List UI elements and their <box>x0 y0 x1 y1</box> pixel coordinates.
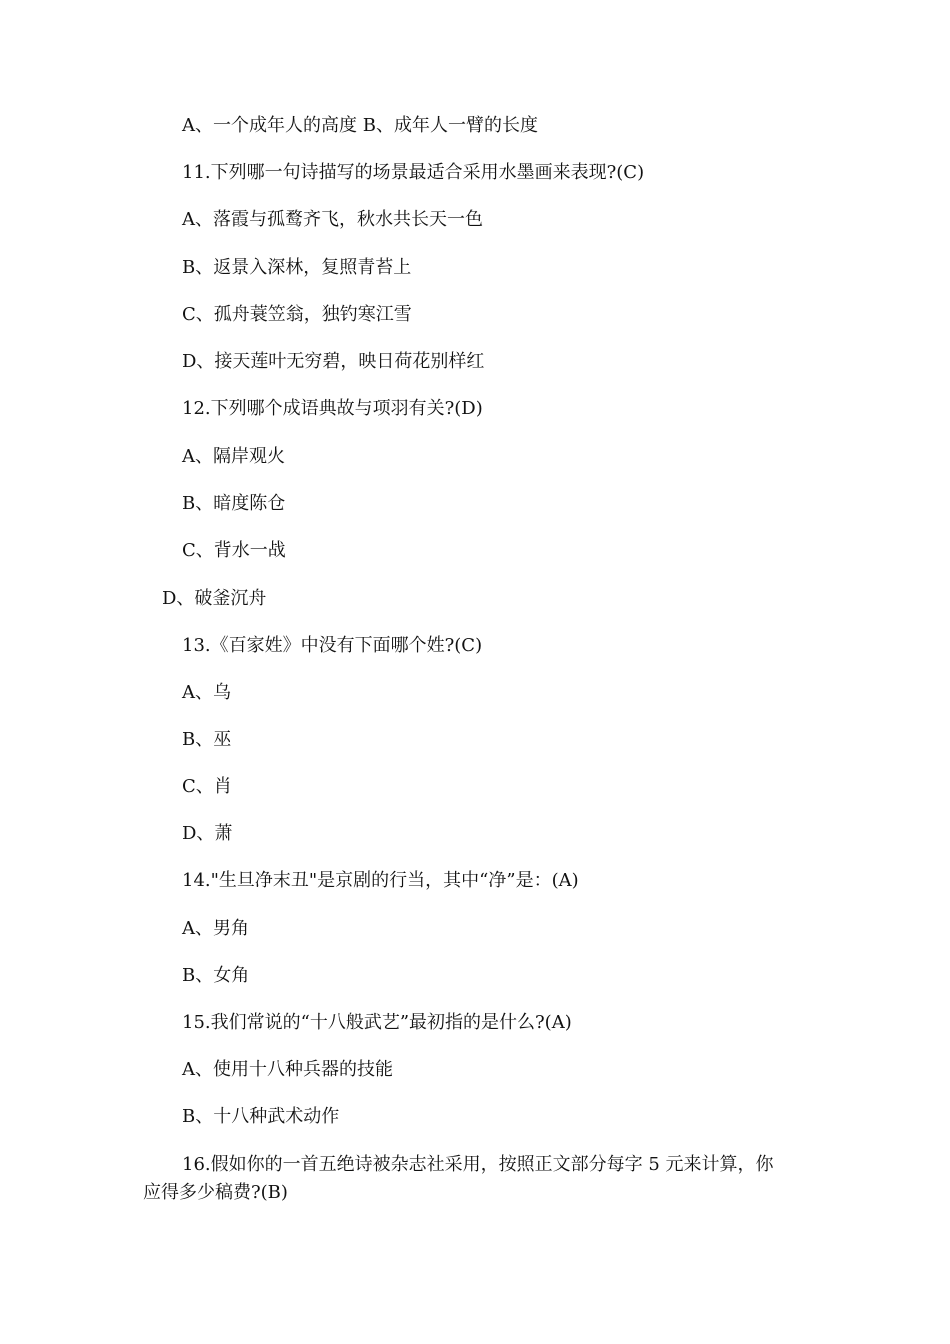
question-12-option-a: A、隔岸观火 <box>182 446 285 467</box>
question-11-option-b: B、返景入深林，复照青苔上 <box>182 257 412 278</box>
question-13-option-b: B、巫 <box>182 729 232 750</box>
question-16-continued: 应得多少稿费?(B) <box>143 1182 288 1203</box>
question-14-option-a: A、男角 <box>182 918 249 939</box>
question-13: 13.《百家姓》中没有下面哪个姓?(C) <box>182 635 483 656</box>
question-15-option-b: B、十八种武术动作 <box>182 1106 340 1127</box>
question-15-option-a: A、使用十八种兵器的技能 <box>182 1059 393 1080</box>
question-12: 12.下列哪个成语典故与项羽有关?(D) <box>182 398 483 419</box>
question-13-option-d: D、萧 <box>182 823 233 844</box>
question-15: 15.我们常说的“十八般武艺”最初指的是什么?(A) <box>182 1012 572 1033</box>
question-11-option-d: D、接天莲叶无穷碧，映日荷花别样红 <box>182 351 485 372</box>
question-16: 16.假如你的一首五绝诗被杂志社采用，按照正文部分每字 5 元来计算，你 <box>182 1154 774 1175</box>
question-13-option-c: C、肖 <box>182 776 232 797</box>
question-12-option-b: B、暗度陈仓 <box>182 493 286 514</box>
question-11-option-c: C、孤舟蓑笠翁，独钓寒江雪 <box>182 304 412 325</box>
question-11-option-a: A、落霞与孤鹜齐飞，秋水共长天一色 <box>182 209 483 230</box>
question-12-option-c: C、背水一战 <box>182 540 286 561</box>
question-14: 14."生旦净末丑"是京剧的行当，其中“净”是：(A) <box>182 870 579 891</box>
question-13-option-a: A、乌 <box>182 682 231 703</box>
question-12-option-d: D、破釜沉舟 <box>162 588 267 609</box>
text-line-option: A、一个成年人的高度 B、成年人一臂的长度 <box>182 115 538 136</box>
question-14-option-b: B、女角 <box>182 965 250 986</box>
question-11: 11.下列哪一句诗描写的场景最适合采用水墨画来表现?(C) <box>182 162 645 183</box>
